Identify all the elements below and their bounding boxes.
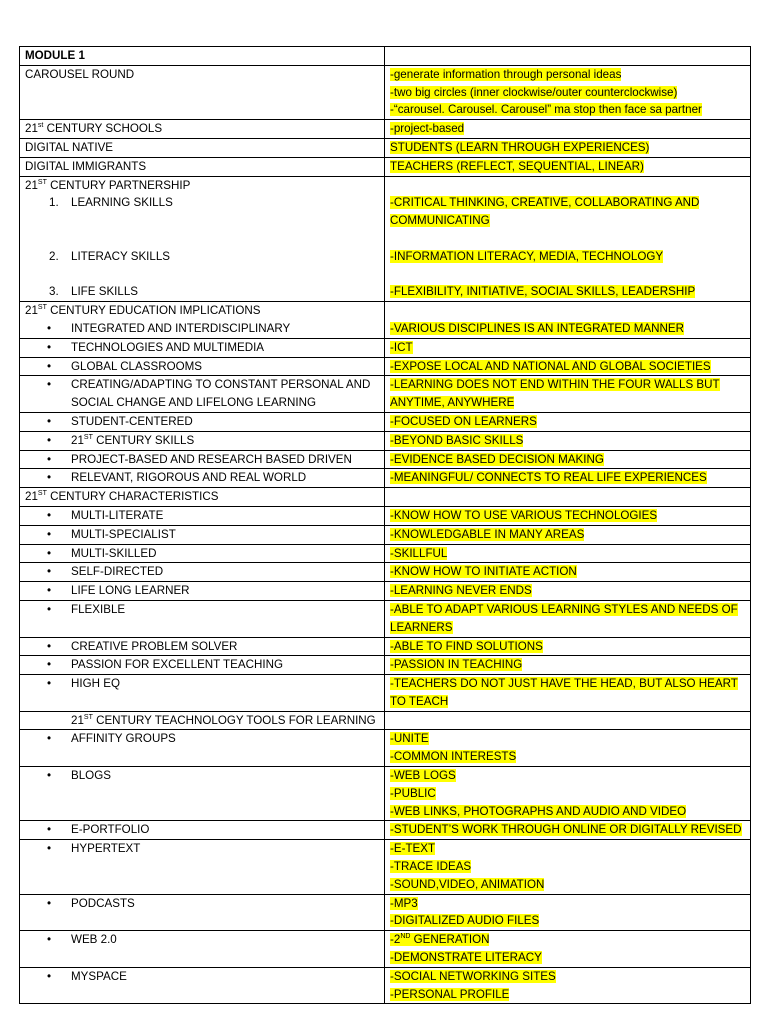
note-line: -KNOWLEDGABLE IN MANY AREAS <box>390 527 585 541</box>
table-row <box>20 894 751 931</box>
notes-table <box>19 46 751 1004</box>
note-line: COMMUNICATING <box>390 214 490 228</box>
list-item: • AFFINITY GROUPS <box>25 730 381 748</box>
term: 21st CENTURY SCHOOLS <box>25 122 163 136</box>
note-line: -PUBLIC <box>390 786 436 800</box>
table-row <box>20 412 751 431</box>
note-line: -CRITICAL THINKING, CREATIVE, COLLABORATING AND <box>390 196 700 210</box>
note-line: -SOUND,VIDEO, ANIMATION <box>390 877 545 891</box>
note-line: -KNOW HOW TO INITIATE ACTION <box>390 565 577 579</box>
list-item: • LIFE LONG LEARNER <box>25 582 381 600</box>
note-line: -COMMON INTERESTS <box>390 750 517 764</box>
list-item: • MULTI-SKILLED <box>25 545 381 563</box>
section-heading: 21ST CENTURY TEACHNOLOGY TOOLS FOR LEARNING <box>71 713 376 727</box>
table-row <box>20 157 751 176</box>
list-item: • PASSION FOR EXCELLENT TEACHING <box>25 656 381 674</box>
note-line: -“carousel. Carousel. Carousel” ma stop then face sa partner <box>390 103 702 117</box>
list-item: • GLOBAL CLASSROOMS <box>25 358 381 376</box>
table-row <box>20 506 751 525</box>
table-row <box>20 357 751 376</box>
table-row <box>20 767 751 821</box>
module-title: MODULE 1 <box>20 47 385 66</box>
note-line: TEACHERS (REFLECT, SEQUENTIAL, LINEAR) <box>390 159 644 173</box>
list-item: • 21ST CENTURY SKILLS <box>25 432 381 450</box>
table-row <box>20 656 751 675</box>
note-line: -MEANINGFUL/ CONNECTS TO REAL LIFE EXPERIENCES <box>390 471 707 485</box>
numbered-item: 2. LITERACY SKILLS <box>49 249 171 263</box>
note-line: -STUDENT’S WORK THROUGH ONLINE OR DIGITALLY REVISED <box>390 823 742 837</box>
note-line: -SOCIAL NETWORKING SITES <box>390 969 556 983</box>
term: CAROUSEL ROUND <box>25 67 135 81</box>
note-line: -2ND GENERATION <box>390 933 490 947</box>
list-item: • WEB 2.0 <box>25 931 381 949</box>
table-row <box>20 176 751 302</box>
table-row <box>20 600 751 637</box>
term: DIGITAL IMMIGRANTS <box>25 159 147 173</box>
note-line: -UNITE <box>390 732 429 746</box>
note-line: -project-based <box>390 122 465 136</box>
table-row <box>20 431 751 450</box>
list-item: • RELEVANT, RIGOROUS AND REAL WORLD <box>25 469 381 487</box>
list-item: • PROJECT-BASED AND RESEARCH BASED DRIVEN <box>25 451 381 469</box>
note-line: -TEACHERS DO NOT JUST HAVE THE HEAD, BUT ALSO HEART <box>390 677 738 691</box>
list-item: • FLEXIBLE <box>25 601 381 619</box>
list-item: • MULTI-LITERATE <box>25 507 381 525</box>
table-row <box>20 488 751 507</box>
note-line: -SKILLFUL <box>390 546 448 560</box>
note-line: STUDENTS (LEARN THROUGH EXPERIENCES) <box>390 140 650 154</box>
list-item: • CREATING/ADAPTING TO CONSTANT PERSONAL AND <box>25 376 381 394</box>
note-line: -MP3 <box>390 896 418 910</box>
note-line: -DEMONSTRATE LITERACY <box>390 951 542 965</box>
numbered-item: 3. LIFE SKILLS <box>49 285 139 299</box>
note-line: -EVIDENCE BASED DECISION MAKING <box>390 452 604 466</box>
note-line: -KNOW HOW TO USE VARIOUS TECHNOLOGIES <box>390 508 658 522</box>
note-line: -BEYOND BASIC SKILLS <box>390 433 524 447</box>
list-item: • SELF-DIRECTED <box>25 563 381 581</box>
note-line: -LEARNING NEVER ENDS <box>390 584 532 598</box>
list-item: • PODCASTS <box>25 895 381 913</box>
section-heading: 21ST CENTURY EDUCATION IMPLICATIONS <box>25 304 261 318</box>
table-row <box>20 302 751 339</box>
numbered-item: 1. LEARNING SKILLS <box>49 196 173 210</box>
list-item: • BLOGS <box>25 767 381 785</box>
note-line: -FLEXIBILITY, INITIATIVE, SOCIAL SKILLS, LEADERSHIP <box>390 285 696 299</box>
note-line: -TRACE IDEAS <box>390 860 472 874</box>
list-item: • STUDENT-CENTERED <box>25 413 381 431</box>
table-row <box>20 138 751 157</box>
list-item-continued: SOCIAL CHANGE AND LIFELONG LEARNING <box>71 396 317 410</box>
list-item: • E-PORTFOLIO <box>25 821 381 839</box>
note-line: -FOCUSED ON LEARNERS <box>390 414 537 428</box>
table-row <box>20 582 751 601</box>
table-row <box>20 967 751 1004</box>
table-row <box>20 469 751 488</box>
note-line: TO TEACH <box>390 694 449 708</box>
list-item: • MYSPACE <box>25 968 381 986</box>
note-line: -WEB LOGS <box>390 769 456 783</box>
note-line: -VARIOUS DISCIPLINES IS AN INTEGRATED MANNER <box>390 321 684 335</box>
note-line: -ABLE TO FIND SOLUTIONS <box>390 639 543 653</box>
table-row <box>20 120 751 139</box>
table-row <box>20 637 751 656</box>
list-item: • HYPERTEXT <box>25 840 381 858</box>
note-line: -ABLE TO ADAPT VARIOUS LEARNING STYLES AND NEEDS OF <box>390 602 738 616</box>
table-row <box>20 376 751 413</box>
table-row <box>20 821 751 840</box>
table-row <box>20 450 751 469</box>
list-item: • CREATIVE PROBLEM SOLVER <box>25 638 381 656</box>
table-row <box>20 65 751 119</box>
table-row <box>20 338 751 357</box>
table-row <box>20 675 751 712</box>
section-heading: 21ST CENTURY CHARACTERISTICS <box>25 490 219 504</box>
note-line: -ICT <box>390 340 413 354</box>
list-item: • INTEGRATED AND INTERDISCIPLINARY <box>25 320 381 338</box>
note-line: -INFORMATION LITERACY, MEDIA, TECHNOLOGY <box>390 249 664 263</box>
note-line: -two big circles (inner clockwise/outer counterclockwise) <box>390 85 678 99</box>
table-row <box>20 525 751 544</box>
table-row <box>20 711 751 730</box>
table-row <box>20 931 751 968</box>
list-item: • HIGH EQ <box>25 675 381 693</box>
note-line: LEARNERS <box>390 620 453 634</box>
note-line: -DIGITALIZED AUDIO FILES <box>390 914 540 928</box>
table-row <box>20 563 751 582</box>
list-item: • TECHNOLOGIES AND MULTIMEDIA <box>25 339 381 357</box>
note-line: -WEB LINKS, PHOTOGRAPHS AND AUDIO AND VIDEO <box>390 804 687 818</box>
note-line: -EXPOSE LOCAL AND NATIONAL AND GLOBAL SOCIETIES <box>390 359 711 373</box>
note-line: -generate information through personal ideas <box>390 67 622 81</box>
note-line: -PERSONAL PROFILE <box>390 987 510 1001</box>
note-line: -E-TEXT <box>390 842 436 856</box>
table-row <box>20 47 751 66</box>
table-row <box>20 544 751 563</box>
term: DIGITAL NATIVE <box>25 140 114 154</box>
note-line: -PASSION IN TEACHING <box>390 658 523 672</box>
list-item: • MULTI-SPECIALIST <box>25 526 381 544</box>
note-line: ANYTIME, ANYWHERE <box>390 396 515 410</box>
table-row <box>20 730 751 767</box>
section-heading: 21ST CENTURY PARTNERSHIP <box>25 178 191 192</box>
table-row <box>20 840 751 894</box>
note-line: -LEARNING DOES NOT END WITHIN THE FOUR WALLS BUT <box>390 378 720 392</box>
